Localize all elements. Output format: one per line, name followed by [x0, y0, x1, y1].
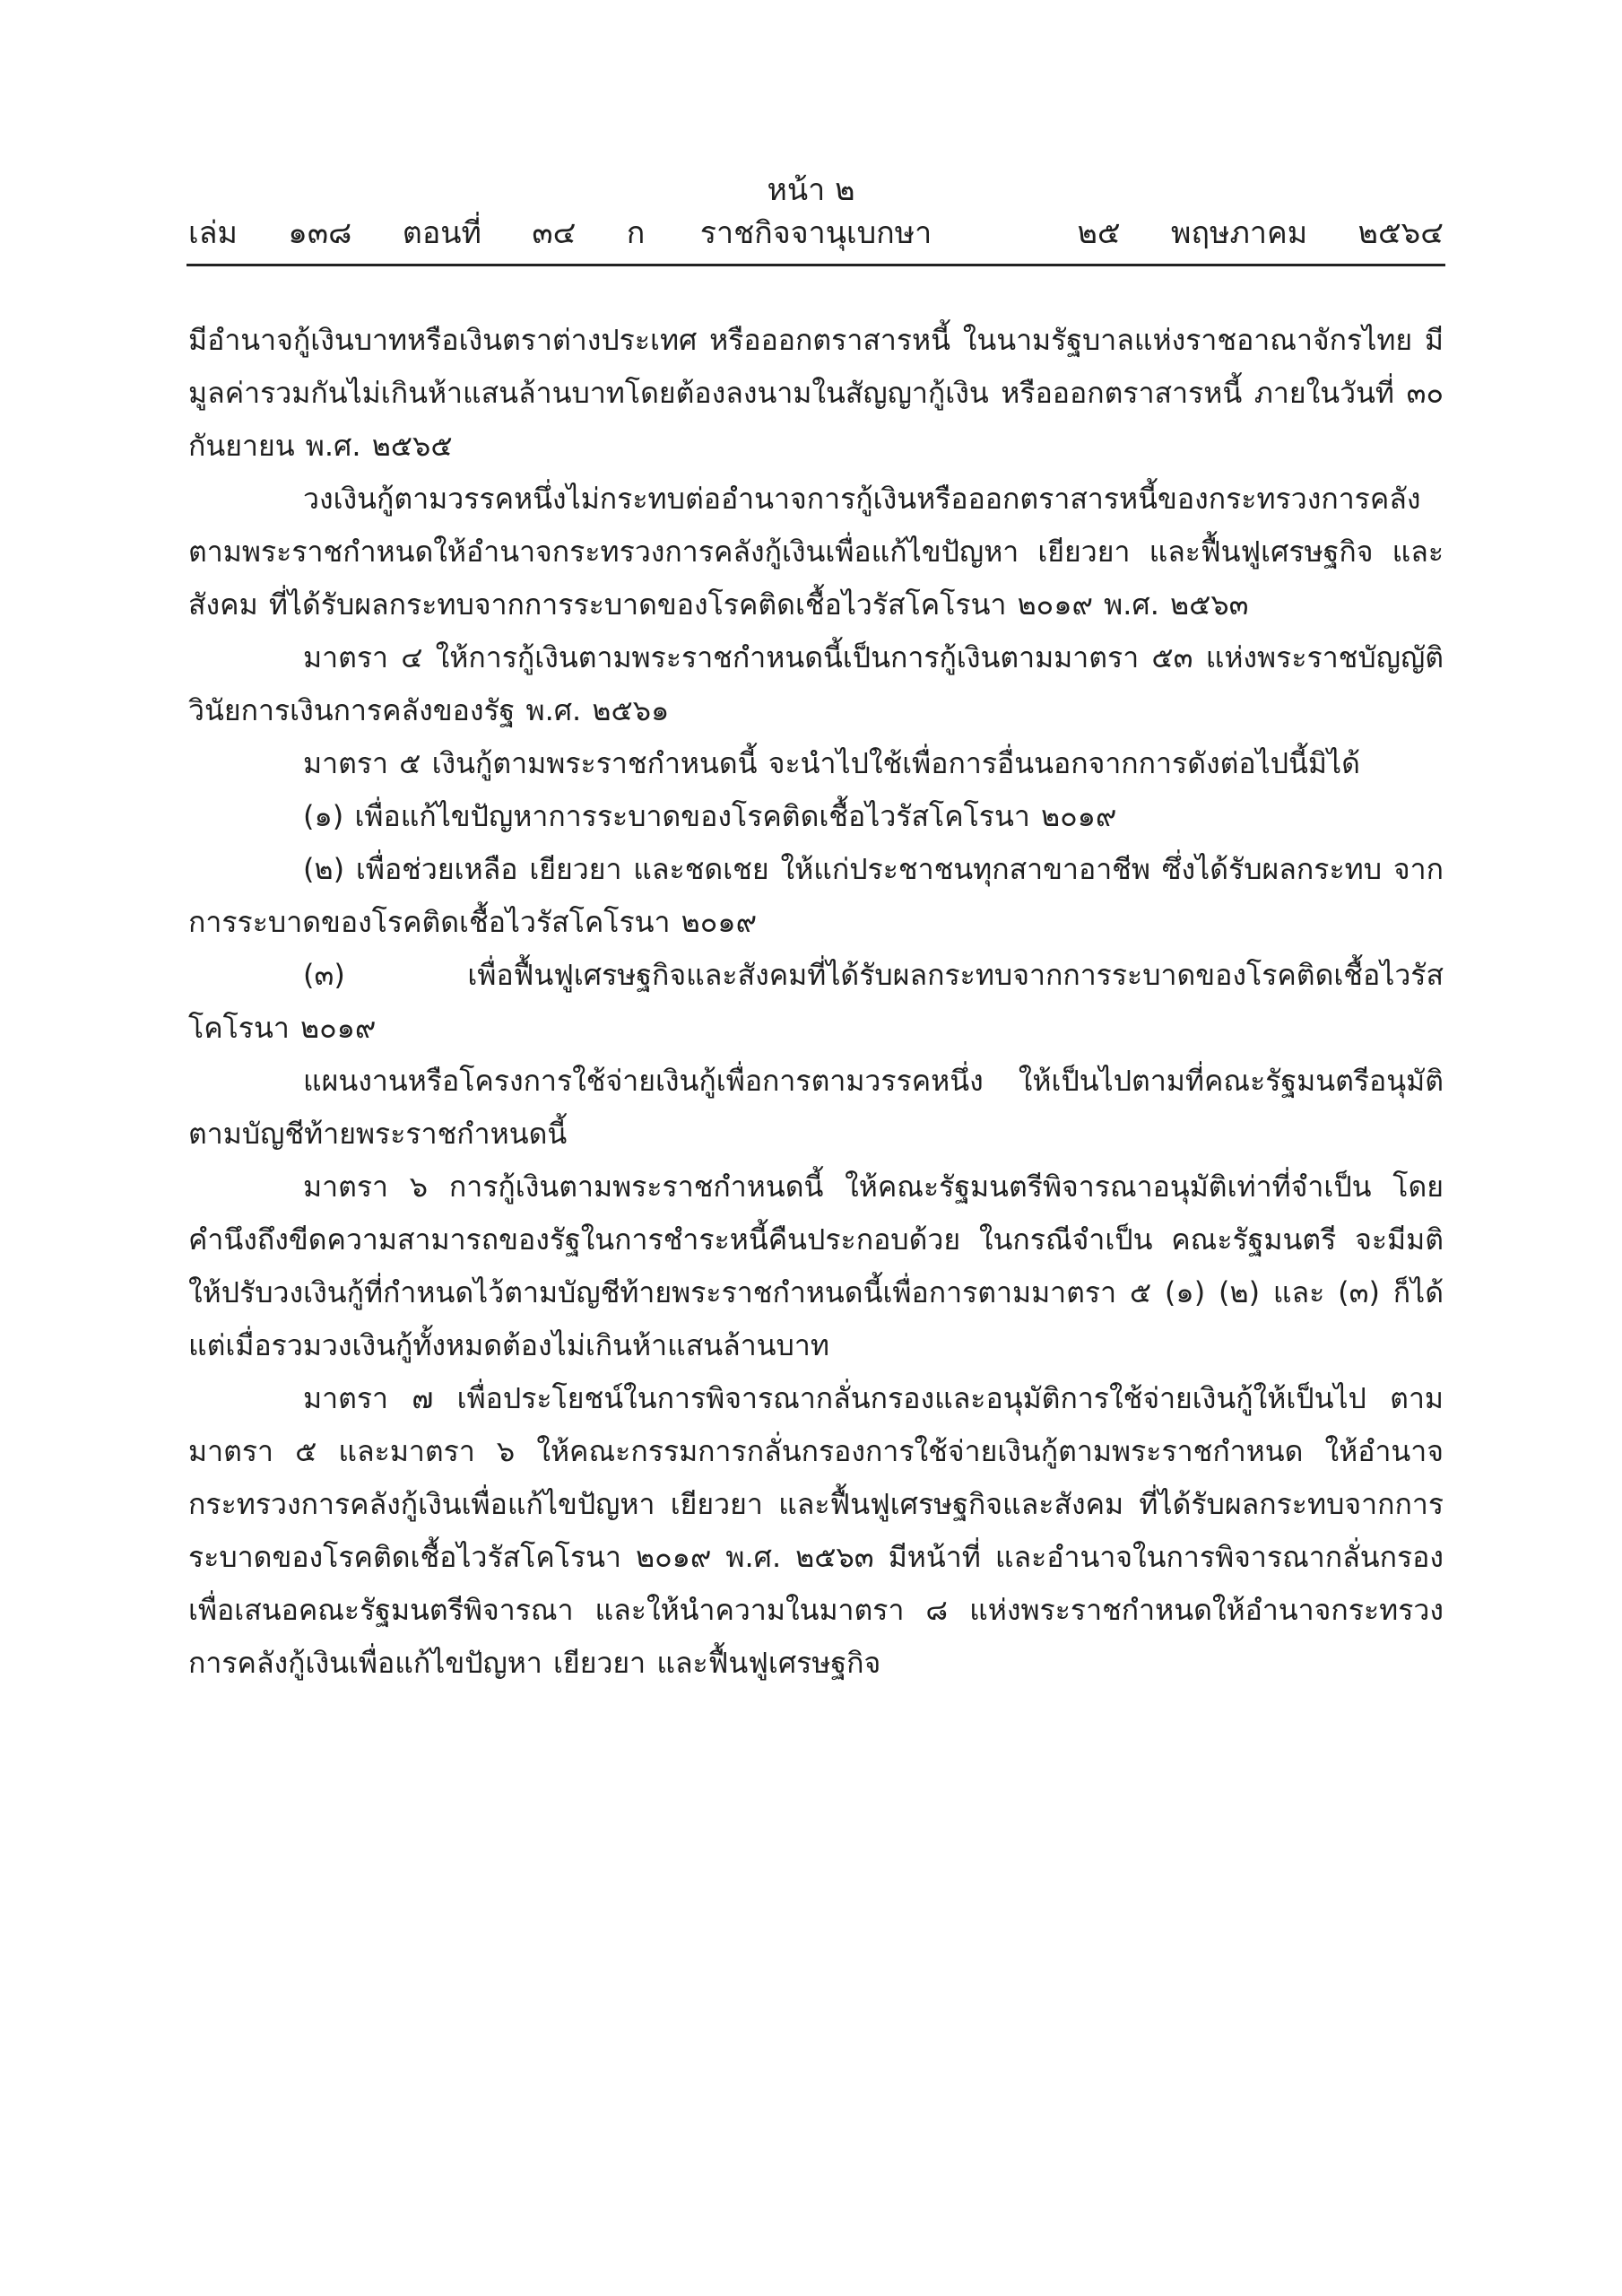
- body-paragraph: มาตรา ๔ ให้การกู้เงินตามพระราชกำหนดนี้เป็นการกู้เงินตามมาตรา ๕๓ แห่งพระราชบัญญัติวินัยการเงินการคลังของรัฐ พ.ศ. ๒๕๖๑: [188, 640, 1444, 727]
- publication-date: ๒๕ พฤษภาคม ๒๕๖๔: [1077, 215, 1444, 251]
- body-paragraph: (๒) เพื่อช่วยเหลือ เยียวยา และชดเชย ให้แก่ประชาชนทุกสาขาอาชีพ ซึ่งได้รับผลกระทบ จากการระบาดของโรคติดเชื้อไวรัสโคโรนา ๒๐๑๙: [188, 852, 1444, 939]
- volume-issue: เล่ม ๑๓๘ ตอนที่ ๓๔ ก: [188, 215, 646, 251]
- document-body: [188, 314, 1444, 1690]
- body-paragraph: มาตรา ๕ เงินกู้ตามพระราชกำหนดนี้ จะนำไปใช้เพื่อการอื่นนอกจากการดังต่อไปนี้มิได้: [303, 746, 1360, 780]
- body-paragraph: (๑) เพื่อแก้ไขปัญหาการระบาดของโรคติดเชื้อไวรัสโคโรนา ๒๐๑๙: [303, 799, 1117, 833]
- gazette-header: [188, 212, 1444, 257]
- body-paragraph: แผนงานหรือโครงการใช้จ่ายเงินกู้เพื่อการตามวรรคหนึ่ง ให้เป็นไปตามที่คณะรัฐมนตรีอนุมัติ ตามบัญชีท้ายพระราชกำหนดนี้: [188, 1064, 1444, 1151]
- body-paragraph: วงเงินกู้ตามวรรคหนึ่งไม่กระทบต่ออำนาจการกู้เงินหรือออกตราสารหนี้ของกระทรวงการคลัง ตามพระราชกำหนดให้อำนาจกระทรวงการคลังกู้เงินเพื่อแก้ไขปัญหา เยียวยา และฟื้นฟูเศรษฐกิจ และสังคม ที่ได้รับผลกระทบจากการระบาดของโรคติดเชื้อไวรัสโคโรนา ๒๐๑๙ พ.ศ. ๒๕๖๓: [188, 482, 1444, 622]
- body-paragraph: มีอำนาจกู้เงินบาทหรือเงินตราต่างประเทศ หรือออกตราสารหนี้ ในนามรัฐบาลแห่งราชอาณาจักรไทย มีมูลค่ารวมกันไม่เกินห้าแสนล้านบาทโดยต้องลงนามในสัญญากู้เงิน หรือออกตราสารหนี้ ภายในวันที่ ๓๐ กันยายน พ.ศ. ๒๕๖๕: [188, 323, 1444, 463]
- publication-title: ราชกิจจานุเบกษา: [699, 215, 932, 251]
- body-paragraph: มาตรา ๗ เพื่อประโยชน์ในการพิจารณากลั่นกรองและอนุมัติการใช้จ่ายเงินกู้ให้เป็นไป ตามมาตรา ๕ และมาตรา ๖ ให้คณะกรรมการกลั่นกรองการใช้จ่ายเงินกู้ตามพระราชกำหนด ให้อำนาจกระทรวงการคลังกู้เงินเพื่อแก้ไขปัญหา เยียวยา และฟื้นฟูเศรษฐกิจและสังคม ที่ได้รับผลกระทบจากการระบาดของโรคติดเชื้อไวรัสโคโรนา ๒๐๑๙ พ.ศ. ๒๕๖๓ มีหน้าที่ และอำนาจในการพิจารณากลั่นกรองเพื่อเสนอคณะรัฐมนตรีพิจารณา และให้นำความในมาตรา ๘ แห่งพระราชกำหนดให้อำนาจกระทรวงการคลังกู้เงินเพื่อแก้ไขปัญหา เยียวยา และฟื้นฟูเศรษฐกิจ: [188, 1381, 1444, 1680]
- header-divider: [186, 264, 1445, 266]
- body-paragraph: มาตรา ๖ การกู้เงินตามพระราชกำหนดนี้ ให้คณะรัฐมนตรีพิจารณาอนุมัติเท่าที่จำเป็น โดยคำนึงถึงขีดความสามารถของรัฐในการชำระหนี้คืนประกอบด้วย ในกรณีจำเป็น คณะรัฐมนตรี จะมีมติให้ปรับวงเงินกู้ที่กำหนดไว้ตามบัญชีท้ายพระราชกำหนดนี้เพื่อการตามมาตรา ๕ (๑) (๒) และ (๓) ก็ได้ แต่เมื่อรวมวงเงินกู้ทั้งหมดต้องไม่เกินห้าแสนล้านบาท: [188, 1170, 1444, 1362]
- page-number: หน้า ๒: [767, 172, 855, 208]
- body-paragraph: (๓) เพื่อฟื้นฟูเศรษฐกิจและสังคมที่ได้รับผลกระทบจากการระบาดของโรคติดเชื้อไวรัส โคโรนา ๒๐๑๙: [188, 958, 1444, 1045]
